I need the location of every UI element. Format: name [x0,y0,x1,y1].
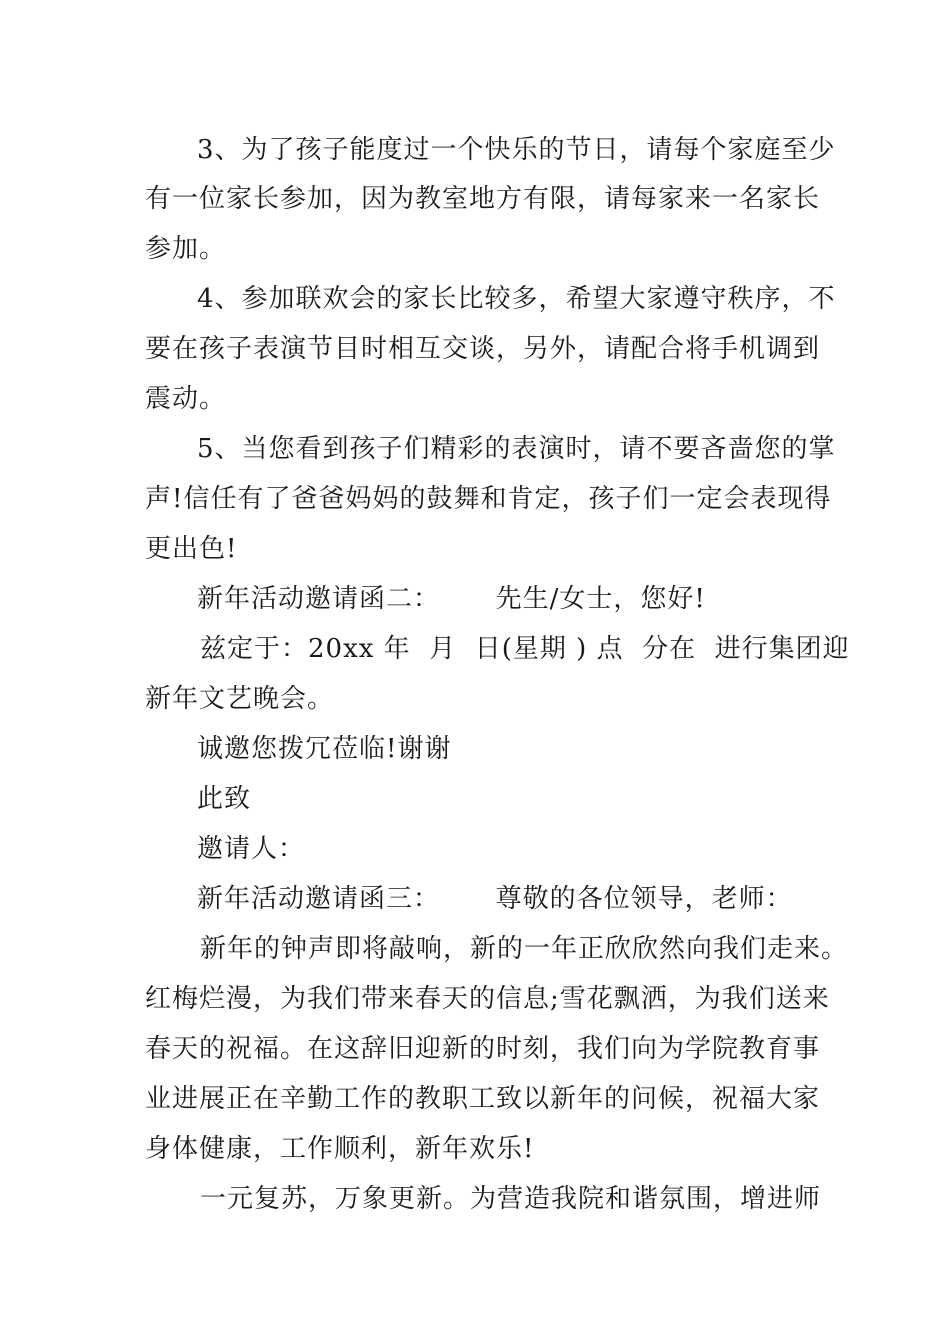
paragraph-3-line-1: 3、为了孩子能度过一个快乐的节日，请每个家庭至少 [197,135,836,165]
invitation-3-paragraph-2-line-1: 一元复苏，万象更新。为营造我院和谐氛围，增进师 [200,1184,822,1214]
invitation-2-body-line-2: 新年文艺晚会。 [145,684,335,714]
invitation-3-paragraph-1-line-4: 业进展正在辛勤工作的教职工致以新年的问候，祝福大家 [145,1084,821,1114]
paragraph-4-line-2: 要在孩子表演节目时相互交谈，另外，请配合将手机调到 [145,334,821,364]
paragraph-5-line-2: 声!信任有了爸爸妈妈的鼓舞和肯定，孩子们一定会表现得 [145,484,832,514]
invitation-2-inviter: 邀请人： [197,834,306,864]
invitation-2-closing: 诚邀您拨冗莅临!谢谢 [197,734,452,764]
paragraph-4-line-3: 震动。 [145,384,227,414]
invitation-2-heading: 新年活动邀请函二： 先生/女士，您好! [197,584,706,614]
invitation-2-body-line-1: 兹定于：20xx 年 月 日(星期 ) 点 分在 进行集团迎 [200,634,850,664]
paragraph-3-line-2: 有一位家长参加，因为教室地方有限，请每家来一名家长 [145,184,821,214]
paragraph-4-line-1: 4、参加联欢会的家长比较多，希望大家遵守秩序，不 [197,284,836,314]
invitation-3-paragraph-1-line-3: 春天的祝福。在这辞旧迎新的时刻，我们向为学院教育事 [145,1034,821,1064]
paragraph-3-line-3: 参加。 [145,234,227,264]
invitation-2-salutation: 此致 [197,784,252,814]
invitation-3-heading: 新年活动邀请函三： 尊敬的各位领导，老师： [197,884,793,914]
paragraph-5-line-1: 5、当您看到孩子们精彩的表演时，请不要吝啬您的掌 [197,434,836,464]
invitation-3-paragraph-1-line-5: 身体健康，工作顺利，新年欢乐! [145,1134,535,1164]
paragraph-5-line-3: 更出色! [145,534,238,564]
invitation-3-paragraph-1-line-2: 红梅烂漫，为我们带来春天的信息;雪花飘洒，为我们送来 [145,984,830,1014]
invitation-3-paragraph-1-line-1: 新年的钟声即将敲响，新的一年正欣欣然向我们走来。 [200,934,849,964]
